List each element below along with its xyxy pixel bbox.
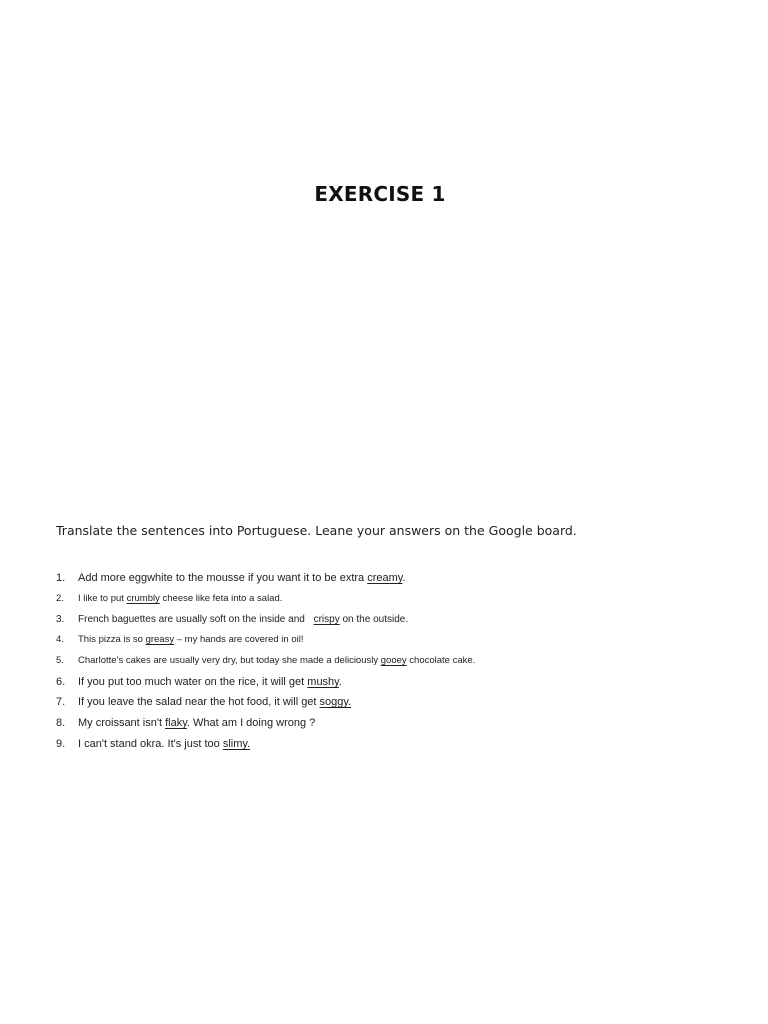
item-number: 7.: [56, 696, 66, 708]
instruction-text: Translate the sentences into Portuguese. Leane your answers on the Google board.: [56, 523, 577, 538]
exercise-item: [56, 717, 315, 729]
item-text-before: Add more eggwhite to the mousse if you want it to be extra: [78, 572, 368, 584]
exercise-item: [56, 614, 408, 625]
item-answer: soggy.: [319, 696, 352, 708]
item-number: 5.: [56, 655, 64, 666]
exercise-item: [56, 738, 250, 750]
item-number: 2.: [56, 593, 64, 604]
item-text-after: on the outside.: [339, 614, 409, 625]
item-text-after: – my hands are covered in oil!: [174, 634, 304, 645]
item-text-after: .: [338, 676, 342, 688]
item-text-after: . What am I doing wrong ?: [186, 717, 316, 729]
item-number: 8.: [56, 717, 66, 729]
exercise-item: [56, 655, 475, 666]
exercise-item: [56, 676, 342, 688]
item-text-before: Charlotte’s cakes are usually very dry, but today she made a deliciously: [78, 655, 381, 666]
item-number: 9.: [56, 738, 66, 750]
page-title: EXERCISE 1: [314, 182, 446, 206]
exercise-item: [56, 593, 282, 604]
item-text-after: .: [402, 572, 406, 584]
item-text-before: French baguettes are usually soft on the inside and: [78, 614, 308, 625]
item-answer: slimy.: [222, 738, 251, 750]
exercise-item: [56, 634, 303, 645]
item-answer: greasy: [145, 634, 175, 645]
item-number: 1.: [56, 572, 66, 584]
item-number: 6.: [56, 676, 66, 688]
exercise-item: [56, 572, 406, 584]
item-answer: creamy: [367, 572, 403, 584]
item-answer: crispy: [313, 614, 340, 625]
item-text-before: I can't stand okra. It's just too: [78, 738, 223, 750]
item-number: 3.: [56, 614, 65, 625]
item-text-before: My croissant isn't: [78, 717, 166, 729]
item-answer: crumbly: [126, 593, 160, 604]
item-text-after: chocolate cake.: [406, 655, 476, 666]
item-answer: gooey: [380, 655, 407, 666]
item-text-before: If you put too much water on the rice, it will get: [78, 676, 308, 688]
item-number: 4.: [56, 634, 64, 645]
item-text-after: cheese like feta into a salad.: [159, 593, 283, 604]
item-answer: flaky: [165, 717, 187, 729]
item-text-before: I like to put: [78, 593, 127, 604]
item-answer: mushy: [307, 676, 339, 688]
item-text-before: If you leave the salad near the hot food, it will get: [78, 696, 320, 708]
exercise-item: [56, 696, 351, 708]
item-text-before: This pizza is so: [78, 634, 146, 645]
